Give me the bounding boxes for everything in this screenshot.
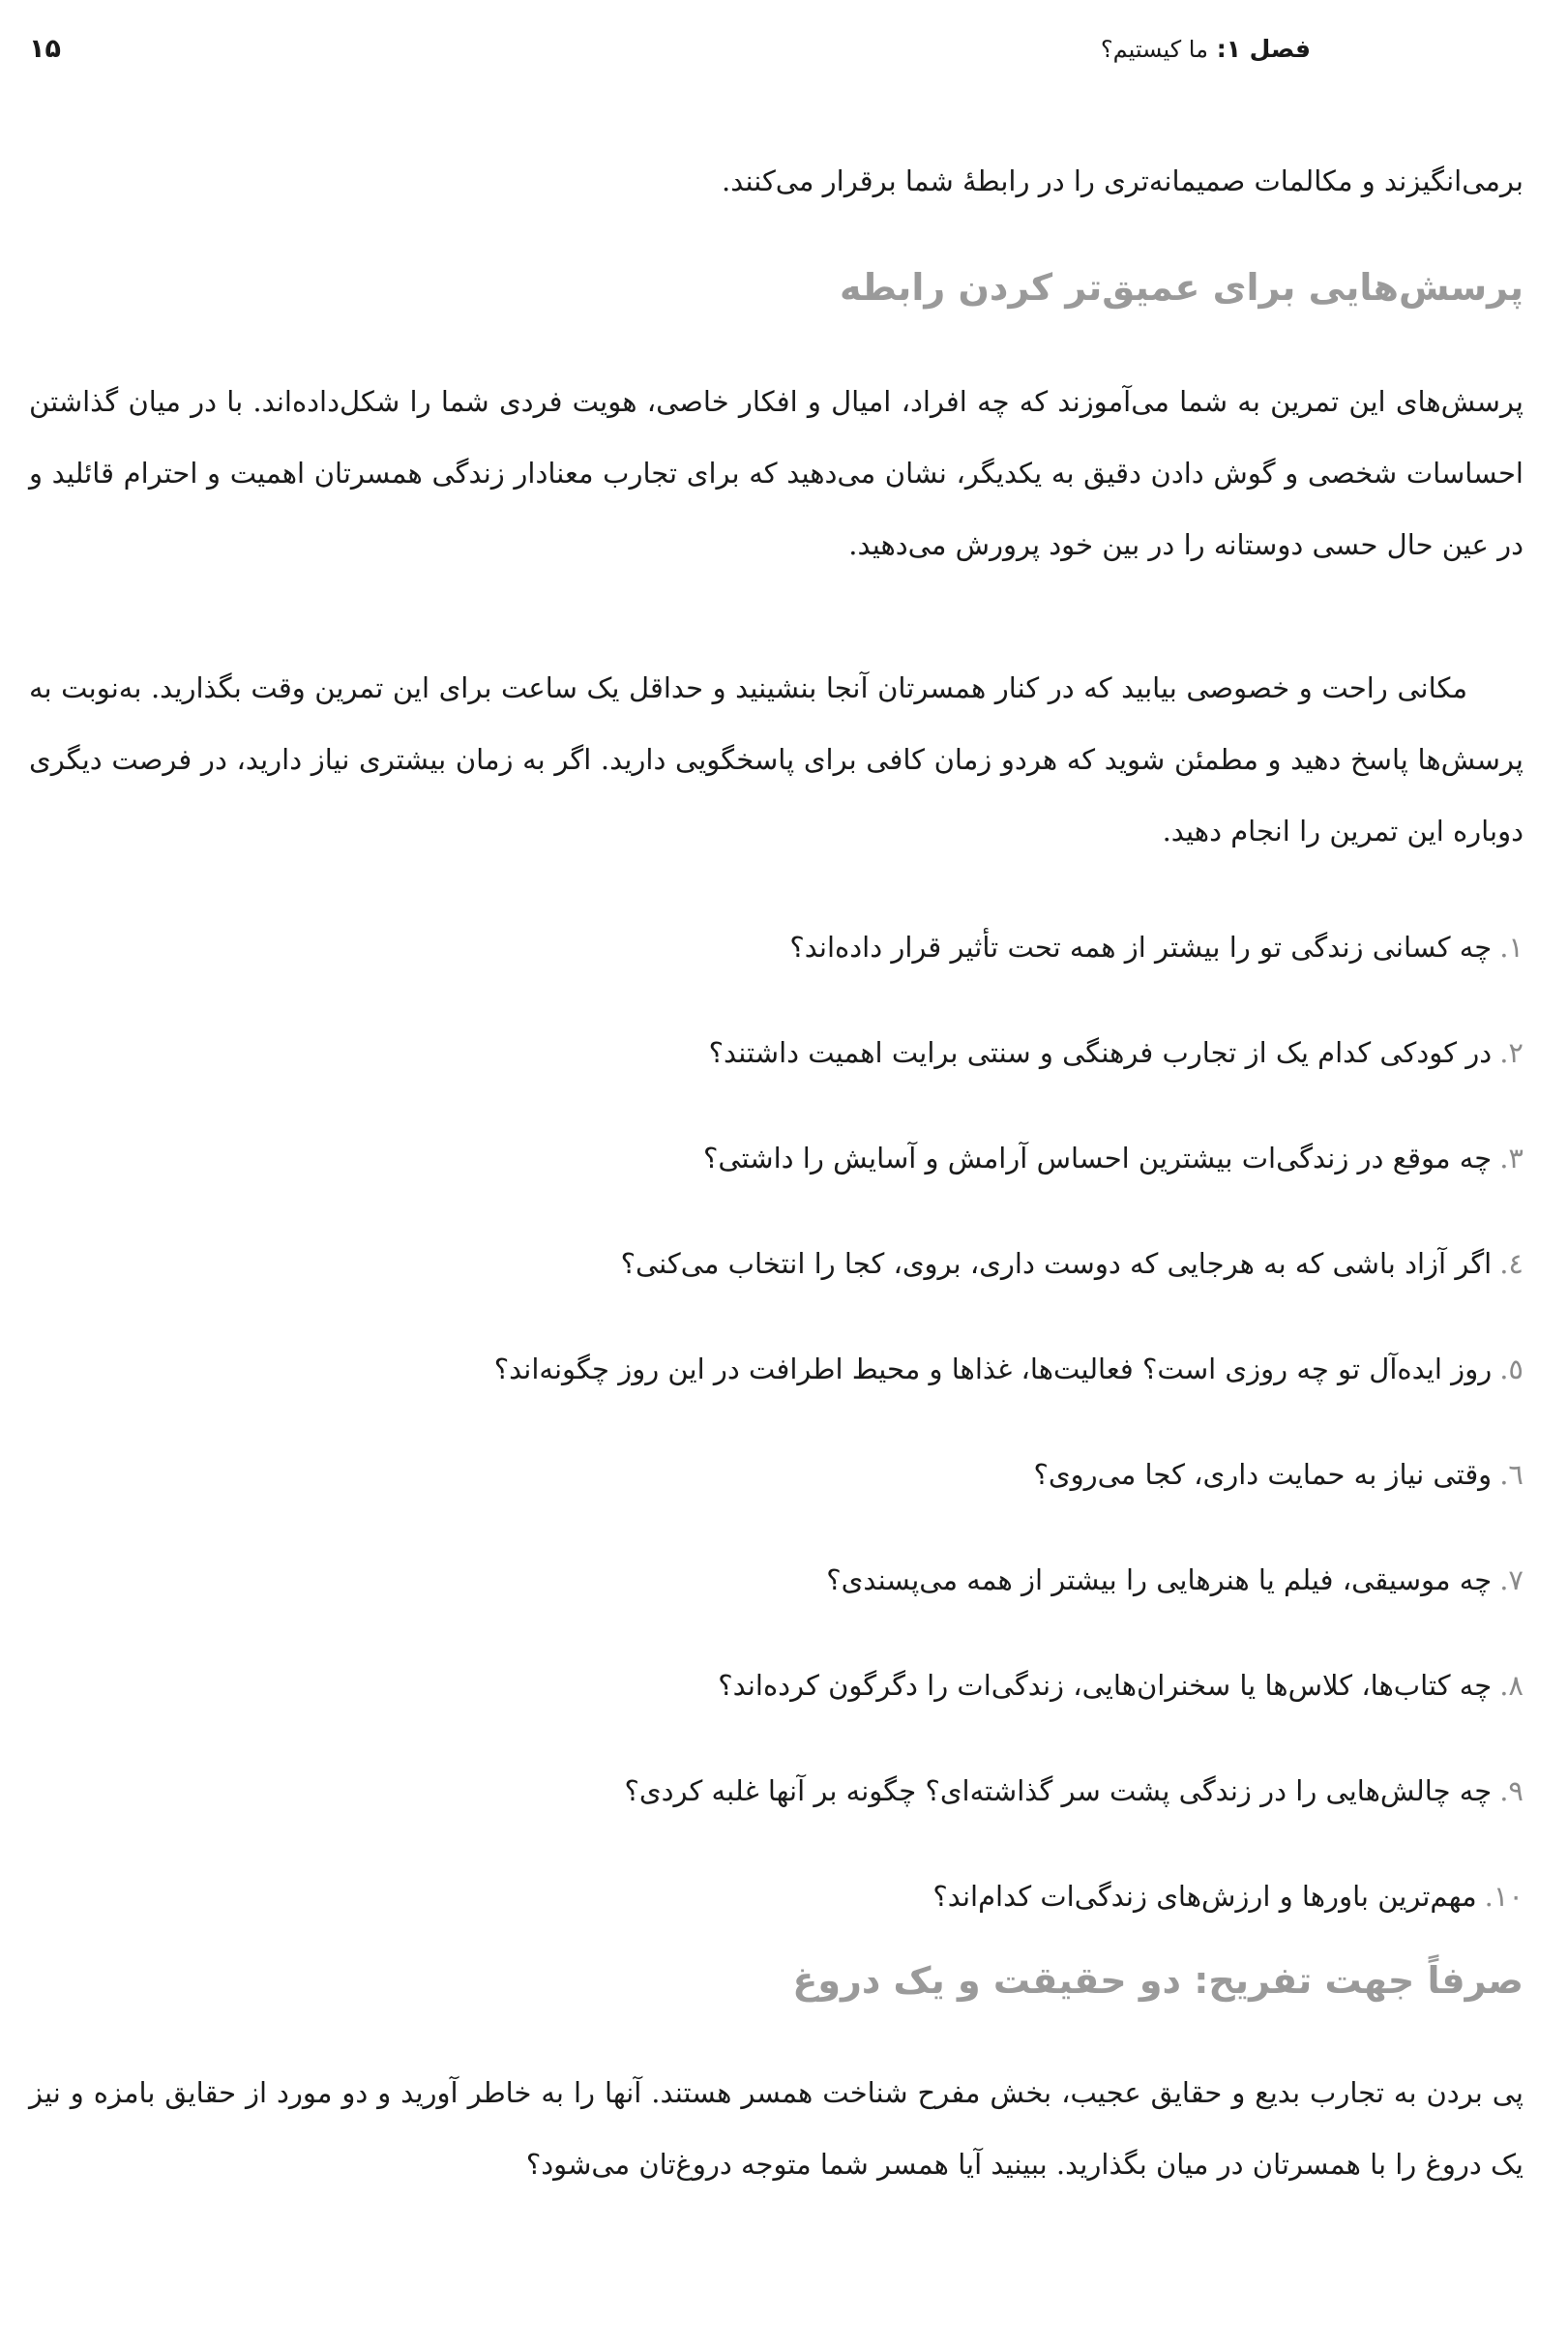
question-item <box>29 1439 1524 1544</box>
section1-paragraph-1: پرسش‌های این تمرین به شما می‌آموزند که چه افراد، امیال و افکار خاصی، هویت فردی شما را شکل‌داده‌اند. با در میان گذاشتن احساسات شخصی و گوش دادن دقیق به یکدیگر، نشان می‌دهید که برای تجارب معنادار زندگی همسرتان اهمیت و احترام قائلید و در عین حال حسی دوستانه را در بین خود پرورش می‌دهید. <box>29 385 1524 561</box>
running-header <box>29 29 1311 68</box>
question-text: در کودکی کدام یک از تجارب فرهنگی و سنتی برایت اهمیت داشتند؟ <box>708 1036 1493 1069</box>
section-heading-two-truths: صرفاً جهت تفریح: دو حقیقت و یک دروغ <box>792 1959 1524 2002</box>
question-item <box>29 1544 1524 1650</box>
chapter-name: ما کیستیم؟ <box>1100 35 1208 63</box>
question-number: ۸. <box>1499 1669 1524 1702</box>
question-number: ٤. <box>1499 1247 1524 1280</box>
question-item <box>29 1755 1524 1860</box>
question-item <box>29 1122 1524 1228</box>
question-number: ۳. <box>1499 1142 1524 1174</box>
question-item <box>29 1860 1524 1966</box>
question-item <box>29 1017 1524 1122</box>
question-text: چه موقع در زندگی‌ات بیشترین احساس آرامش و آسایش را داشتی؟ <box>702 1142 1493 1174</box>
question-number: ۲. <box>1499 1036 1524 1069</box>
chapter-title <box>1101 35 1311 63</box>
question-item <box>29 911 1524 1017</box>
question-number: ۷. <box>1499 1563 1524 1596</box>
question-text: چه کتاب‌ها، کلاس‌ها یا سخنران‌هایی، زندگی‌ات را دگرگون کرده‌اند؟ <box>718 1669 1493 1702</box>
intro-paragraph: برمی‌انگیزند و مکالمات صمیمانه‌تری را در رابطهٔ شما برقرار می‌کنند. <box>722 164 1524 197</box>
question-item <box>29 1228 1524 1333</box>
question-item <box>29 1650 1524 1755</box>
section2-paragraph: پی بردن به تجارب بدیع و حقایق عجیب، بخش مفرح شناخت همسر هستند. آنها را به خاطر آورید و دو مورد از حقایق بامزه و نیز یک دروغ را با همسرتان در میان بگذارید. ببینید آیا همسر شما متوجه دروغ‌تان می‌شود؟ <box>29 2076 1524 2181</box>
question-text: مهم‌ترین باورها و ارزش‌های زندگی‌ات کدام‌اند؟ <box>932 1880 1477 1913</box>
question-text: وقتی نیاز به حمایت داری، کجا می‌روی؟ <box>1033 1458 1493 1491</box>
question-number: ۱۰. <box>1484 1880 1524 1913</box>
question-number: ٥. <box>1499 1353 1524 1385</box>
question-text: روز ایده‌آل تو چه روزی است؟ فعالیت‌ها، غذاها و محیط اطرافت در این روز چگونه‌اند؟ <box>493 1353 1493 1385</box>
question-number: ٦. <box>1499 1458 1524 1491</box>
question-text: چه کسانی زندگی تو را بیشتر از همه تحت تأثیر قرار داده‌اند؟ <box>789 931 1493 964</box>
chapter-label: فصل ۱: <box>1216 34 1311 63</box>
question-text: چه چالش‌هایی را در زندگی پشت سر گذاشته‌ای؟ چگونه بر آنها غلبه کردی؟ <box>624 1774 1493 1807</box>
question-number: ۹. <box>1499 1774 1524 1807</box>
question-text: اگر آزاد باشی که به هرجایی که دوست داری، بروی، کجا را انتخاب می‌کنی؟ <box>620 1247 1493 1280</box>
question-number: ۱. <box>1499 931 1524 964</box>
question-list <box>29 911 1524 1966</box>
page-number: ۱۵ <box>29 33 61 64</box>
question-text: چه موسیقی، فیلم یا هنرهایی را بیشتر از همه می‌پسندی؟ <box>826 1563 1493 1596</box>
section1-paragraph-2: مکانی راحت و خصوصی بیابید که در کنار همسرتان آنجا بنشینید و حداقل یک ساعت برای این تمرین وقت بگذارید. به‌نوبت به پرسش‌ها پاسخ دهید و مطمئن شوید که هردو زمان کافی برای پاسخگویی دارید. اگر به زمان بیشتری نیاز دارید، در فرصت دیگری دوباره این تمرین را انجام دهید. <box>29 671 1524 847</box>
question-item <box>29 1333 1524 1439</box>
section-heading-deepening: پرسش‌هایی برای عمیق‌تر کردن رابطه <box>839 266 1524 309</box>
